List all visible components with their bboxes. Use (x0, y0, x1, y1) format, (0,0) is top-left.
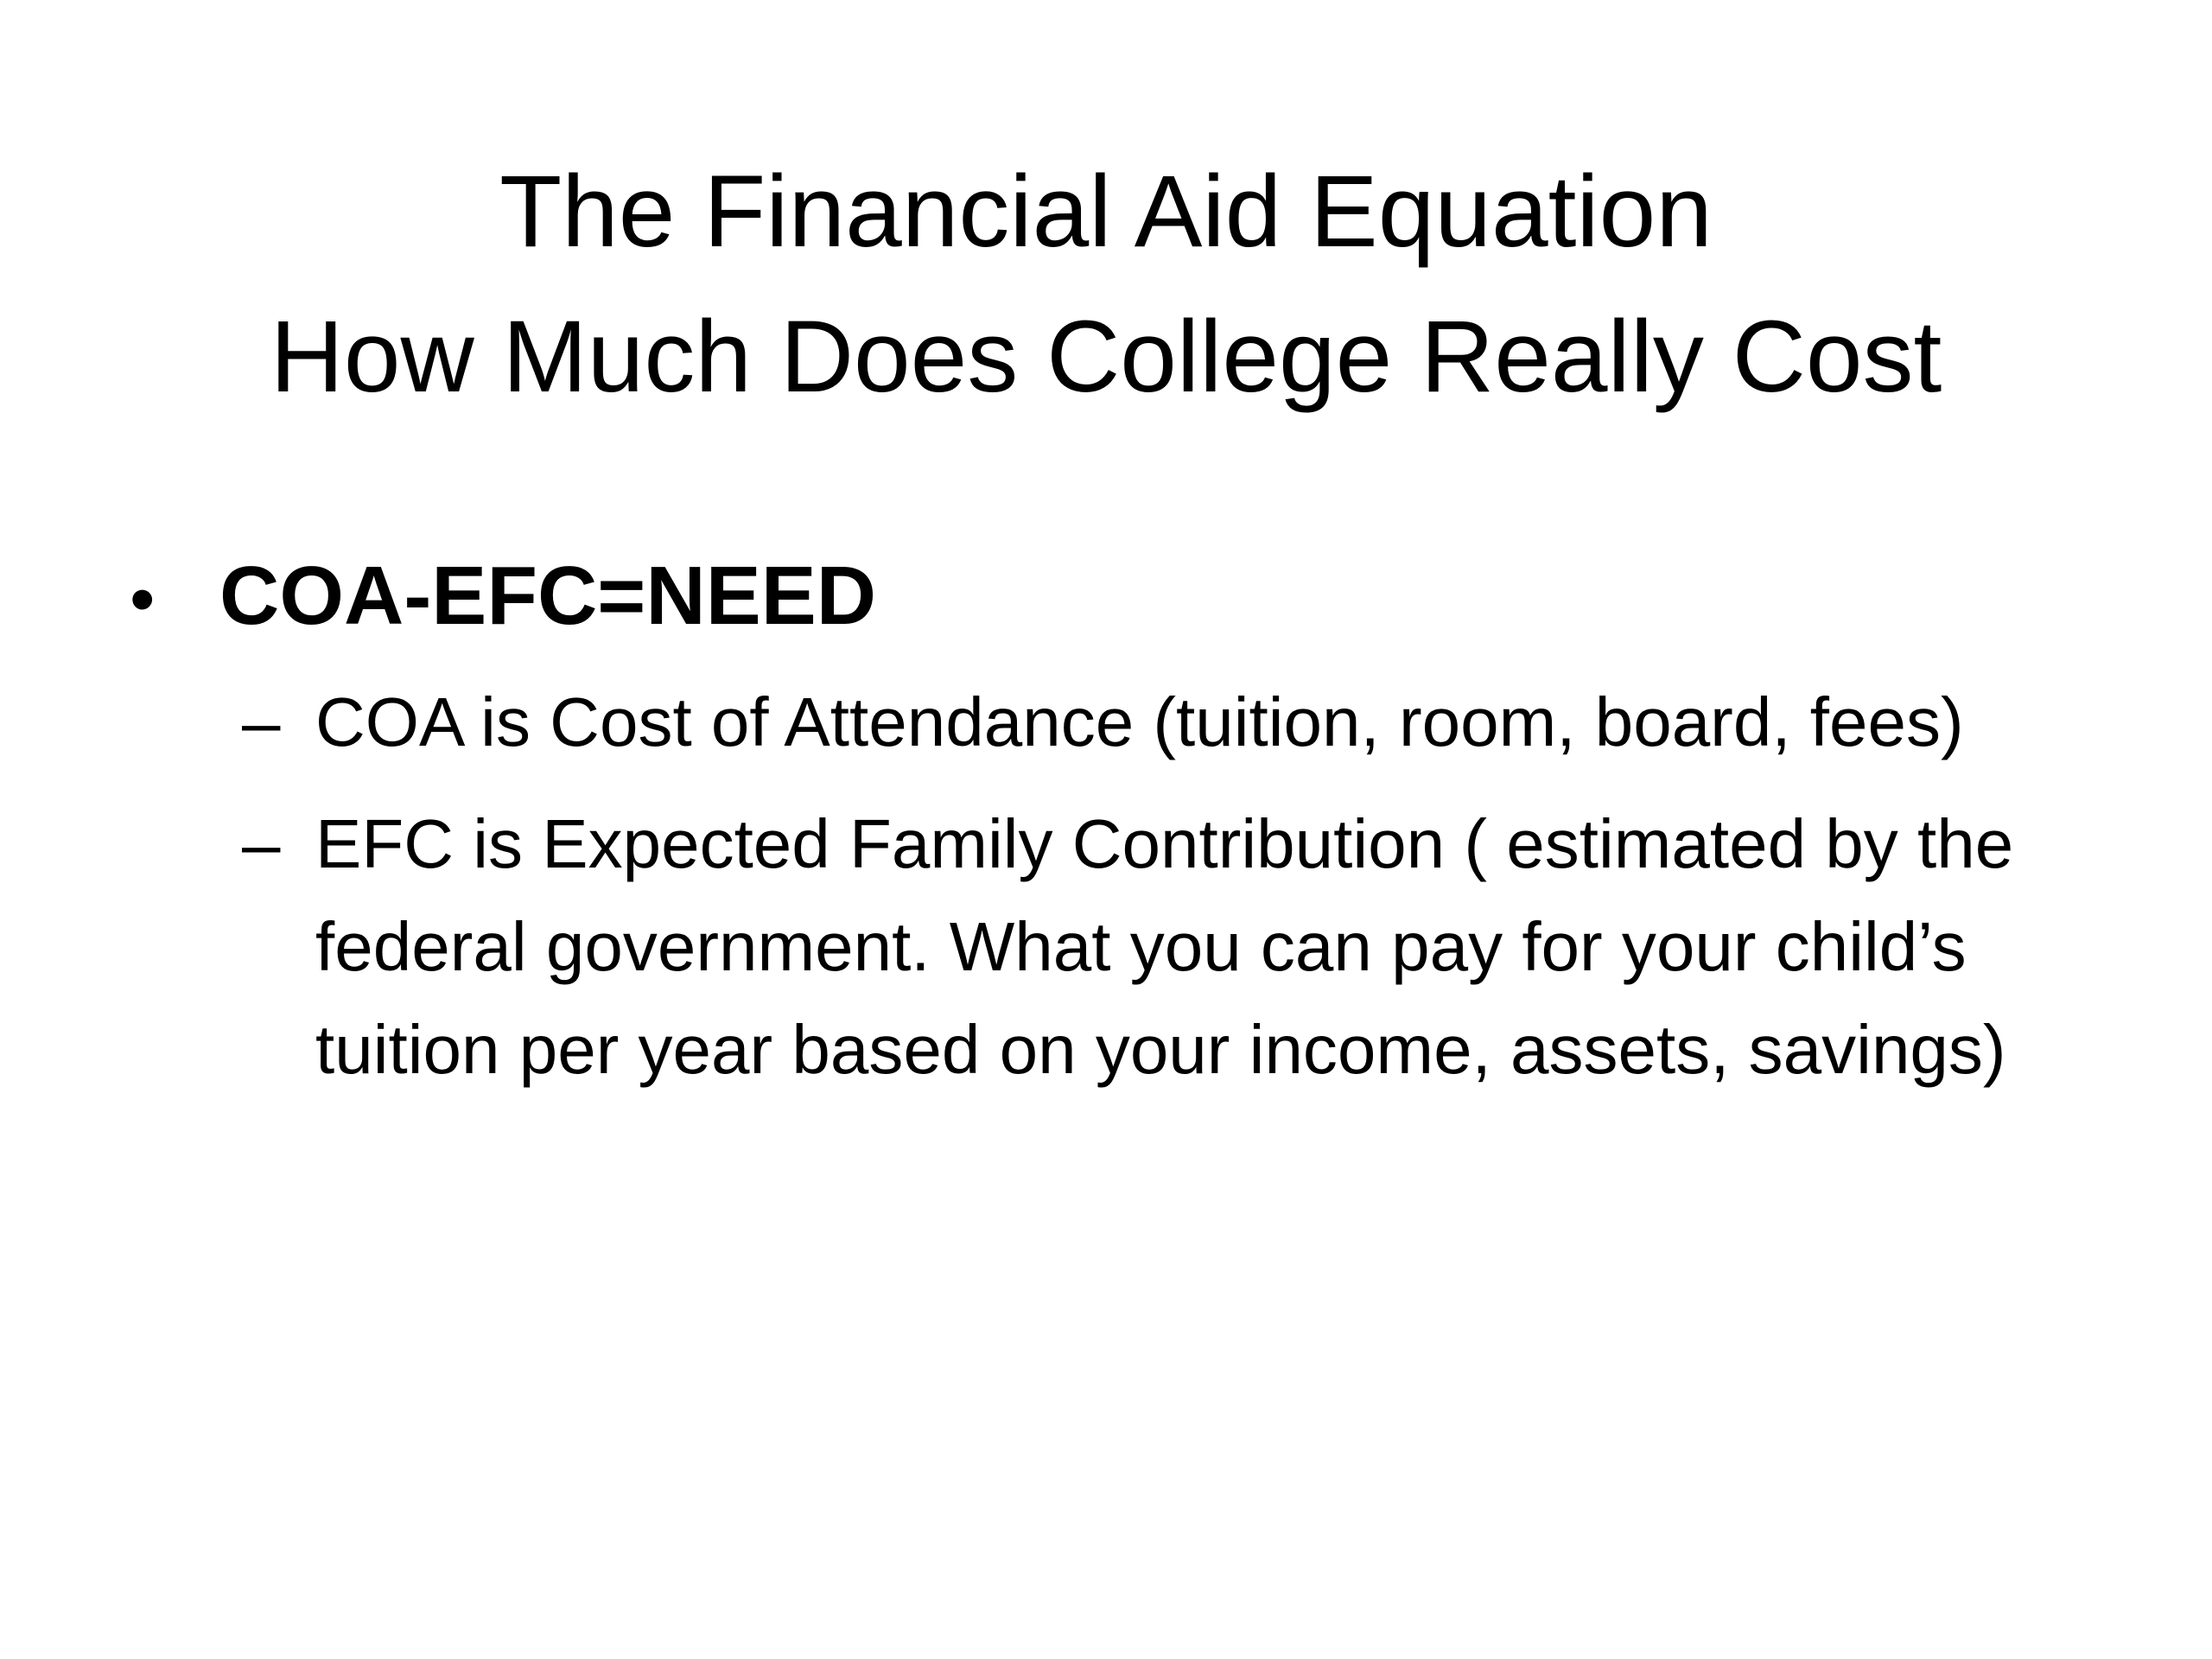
title-line-2: How Much Does College Really Cost (270, 300, 1942, 415)
title-line-1: The Financial Aid Equation (499, 155, 1713, 270)
bullet-coa-efc-need (130, 540, 2117, 655)
subbullet-coa-definition (242, 671, 2117, 773)
subbullet-efc-definition (242, 792, 2117, 1101)
slide-content (130, 540, 2117, 1101)
subbullet-marker: – (242, 683, 281, 760)
bullet-text: COA-EFC=NEED (219, 550, 877, 642)
slide-title (0, 139, 2212, 429)
subbullet-text: COA is Cost of Attendance (tuition, room, board, fees) (315, 683, 1964, 760)
subbullet-text: EFC is Expected Family Contribution ( estimated by the federal government. What you can pay for your child’s tuition per year based on your income, assets, savings) (315, 805, 2014, 1088)
bullet-marker: • (130, 558, 156, 639)
subbullet-marker: – (242, 805, 281, 882)
